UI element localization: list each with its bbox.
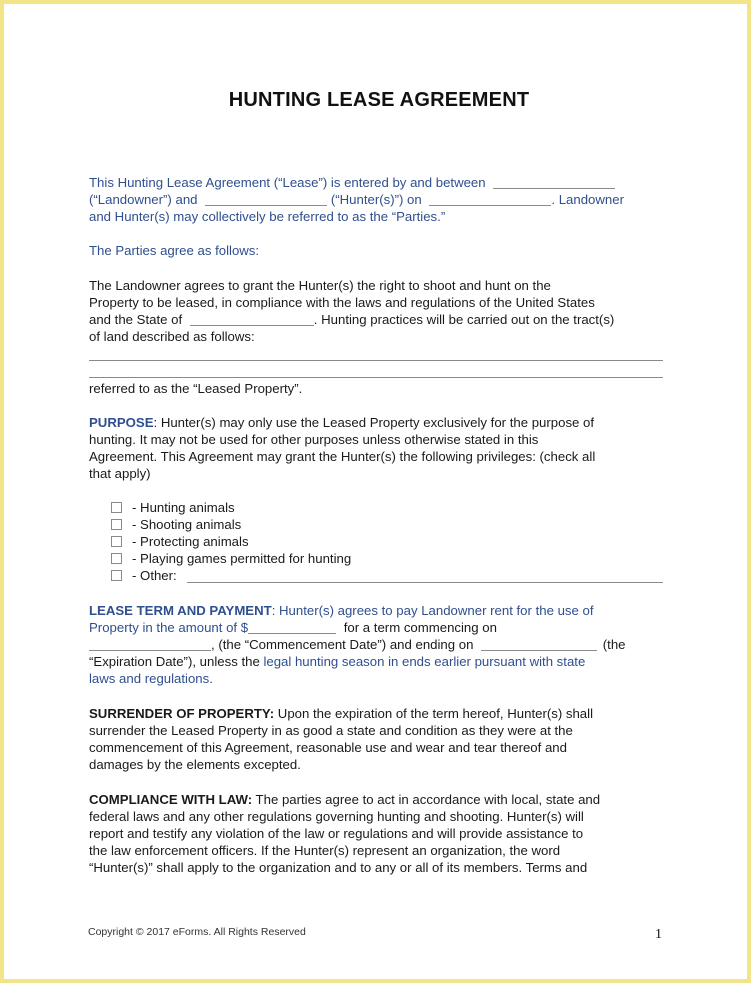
purpose-heading: PURPOSE bbox=[89, 415, 154, 430]
checkbox-icon[interactable] bbox=[111, 519, 122, 530]
lease-term-line2b: for a term commencing on bbox=[343, 620, 497, 635]
checkbox-icon[interactable] bbox=[111, 553, 122, 564]
compliance-line4: the law enforcement officers. If the Hunter(s) represent an organization, the word bbox=[89, 843, 561, 858]
lease-term-line2a: Property in the amount of $ bbox=[89, 620, 249, 635]
purpose-line2: hunting. It may not be used for other purposes unless otherwise stated in this bbox=[89, 432, 539, 447]
lease-term-line3b: (the bbox=[602, 637, 626, 652]
compliance-heading: COMPLIANCE WITH LAW: bbox=[89, 792, 253, 807]
compliance-line2: federal laws and any other regulations governing hunting and shooting. Hunter(s) will bbox=[89, 809, 584, 824]
lease-term-paragraph bbox=[89, 602, 669, 687]
purpose-line4: that apply) bbox=[89, 466, 151, 481]
grant-paragraph bbox=[89, 277, 669, 345]
surrender-paragraph bbox=[89, 705, 669, 773]
purpose-paragraph bbox=[89, 414, 669, 482]
leased-property-text: referred to as the “Leased Property”. bbox=[89, 381, 303, 396]
landowner-name-field[interactable] bbox=[493, 176, 615, 189]
parties-agree-text: The Parties agree as follows: bbox=[89, 243, 260, 258]
checkbox-icon[interactable] bbox=[111, 502, 122, 513]
checkbox-icon[interactable] bbox=[111, 570, 122, 581]
privilege-option-protecting[interactable] bbox=[111, 533, 249, 550]
surrender-line4: damages by the elements excepted. bbox=[89, 757, 301, 772]
privilege-option-shooting[interactable] bbox=[111, 516, 241, 533]
lease-term-line4b: legal hunting season in ends earlier pursuant with state bbox=[259, 654, 586, 669]
lease-term-line3a: , (the “Commencement Date”) and ending on bbox=[211, 637, 474, 652]
lease-term-line1: : Hunter(s) agrees to pay Landowner rent for the use of bbox=[271, 603, 594, 618]
surrender-line3: commencement of this Agreement, reasonable use and wear and tear thereof and bbox=[89, 740, 567, 755]
document-title: HUNTING LEASE AGREEMENT bbox=[228, 89, 530, 111]
hunter-name-field[interactable] bbox=[205, 193, 327, 206]
privilege-option-hunting[interactable] bbox=[111, 499, 235, 516]
purpose-line1: : Hunter(s) may only use the Leased Property exclusively for the purpose of bbox=[153, 415, 595, 430]
intro-line2a: (“Landowner”) and bbox=[89, 192, 198, 207]
surrender-line1: Upon the expiration of the term hereof, Hunter(s) shall bbox=[274, 706, 593, 721]
compliance-paragraph bbox=[89, 791, 669, 876]
lease-term-line4a: “Expiration Date”), unless the bbox=[89, 654, 260, 669]
privilege-option-other[interactable] bbox=[111, 567, 177, 584]
compliance-line5: “Hunter(s)” shall apply to the organization and to any or all of its members. Terms and bbox=[89, 860, 588, 875]
footer-copyright: Copyright © 2017 eForms. All Rights Reserved bbox=[88, 926, 306, 938]
expiration-date-field[interactable] bbox=[481, 638, 597, 651]
grant-line3b: . Hunting practices will be carried out on the tract(s) bbox=[313, 312, 615, 327]
lease-term-heading: LEASE TERM AND PAYMENT bbox=[89, 603, 272, 618]
purpose-line3: Agreement. This Agreement may grant the Hunter(s) the following privileges: (check all bbox=[89, 449, 596, 464]
checkbox-icon[interactable] bbox=[111, 536, 122, 547]
intro-line2c: . Landowner bbox=[551, 192, 624, 207]
intro-paragraph bbox=[89, 174, 669, 225]
document-page bbox=[4, 4, 747, 979]
intro-line1: This Hunting Lease Agreement (“Lease”) is entered by and between bbox=[89, 175, 486, 190]
surrender-line2: surrender the Leased Property in as good a state and condition as they were at the bbox=[89, 723, 573, 738]
option-label: - Other: bbox=[132, 568, 177, 583]
surrender-heading: SURRENDER OF PROPERTY: bbox=[89, 706, 275, 721]
commencement-date-field[interactable] bbox=[89, 638, 211, 651]
other-privilege-field[interactable] bbox=[187, 582, 663, 583]
agreement-date-field[interactable] bbox=[429, 193, 551, 206]
grant-line3a: and the State of bbox=[89, 312, 183, 327]
option-label: - Protecting animals bbox=[132, 534, 249, 549]
land-description-line-2[interactable] bbox=[89, 377, 663, 378]
grant-line4: of land described as follows: bbox=[89, 329, 255, 344]
compliance-line3: report and testify any violation of the law or regulations and will provide assistance to bbox=[89, 826, 584, 841]
lease-term-line5: laws and regulations. bbox=[89, 671, 213, 686]
compliance-line1: The parties agree to act in accordance with local, state and bbox=[252, 792, 601, 807]
rent-amount-field[interactable] bbox=[248, 621, 336, 634]
intro-line3: and Hunter(s) may collectively be referred to as the “Parties.” bbox=[89, 209, 446, 224]
grant-line1: The Landowner agrees to grant the Hunter(s) the right to shoot and hunt on the bbox=[89, 278, 551, 293]
option-label: - Playing games permitted for hunting bbox=[132, 551, 352, 566]
privilege-option-games[interactable] bbox=[111, 550, 351, 567]
page-number: 1 bbox=[655, 927, 662, 942]
land-description-line-1[interactable] bbox=[89, 360, 663, 361]
option-label: - Hunting animals bbox=[132, 500, 235, 515]
option-label: - Shooting animals bbox=[132, 517, 242, 532]
state-field[interactable] bbox=[190, 313, 314, 326]
grant-line2: Property to be leased, in compliance with the laws and regulations of the United States bbox=[89, 295, 595, 310]
intro-line2b: (“Hunter(s)”) on bbox=[330, 192, 422, 207]
